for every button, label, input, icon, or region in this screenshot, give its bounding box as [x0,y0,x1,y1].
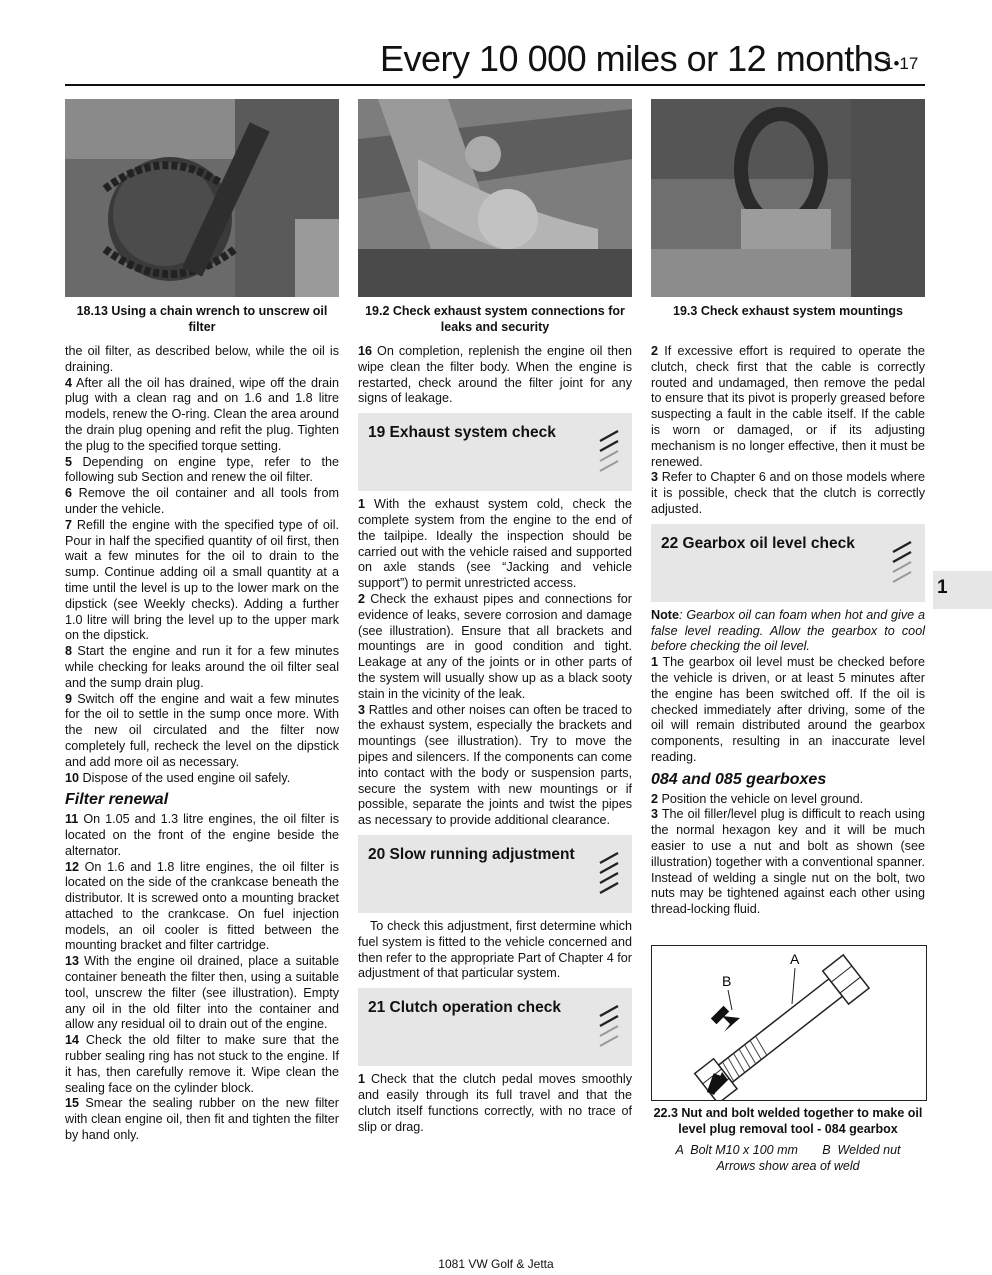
paragraph: 6 Remove the oil container and all tools from under the vehicle. [65,486,339,516]
label-b: B [722,973,732,989]
column-middle [358,344,632,1135]
paragraph: 1 Check that the clutch pedal moves smoothly and easily through its full travel and that the clutch itself functions correctly, with no trace of slip or drag. [358,1072,632,1134]
paragraph: 4 After all the oil has drained, wipe off the drain plug with a clean rag and on 1.6 and 1.8 litre models, renew the O-ring. Clean the area around the drain plug opening and refit the plug. Tighten the plug to the specified torque setting. [65,375,339,453]
paragraph: 7 Refill the engine with the specified type of oil. Pour in half the specified quantity of oil first, then wait a few minutes for the oil to drain to the sump. Continue adding oil a small quantity at a time until the level is up to the lower mark on the dipstick (see Weekly checks). Adding a further 1.0 litre will bring the level up to the upper mark on the dipstick. [65,517,339,643]
photo-exhaust-connections [358,99,632,297]
paragraph: 14 Check the old filter to make sure that the rubber sealing ring has not stuck to the engine. If it has, then carefully remove it. Wipe clean the sealing face on the cylinder block. [65,1033,339,1095]
figure-legend: A Bolt M10 x 100 mm B Welded nut Arrows show area of weld [675,1143,901,1173]
paragraph: 5 Depending on engine type, refer to the following sub Section and renew the oil filter. [65,454,339,485]
bolt-nut-diagram [652,946,926,1100]
section-title: 21 Clutch operation check [368,999,561,1017]
figure-caption: 22.3 Nut and bolt welded together to make oil level plug removal tool - 084 gearbox [653,1106,923,1136]
subheading-gearboxes: 084 and 085 gearboxes [651,770,827,788]
subheading-filter-renewal: Filter renewal [65,791,169,809]
section-box-gearbox-oil [651,524,925,602]
paragraph: 3 The oil filler/level plug is difficult to reach using the normal hexagon key and it will be much easier to use a nut and bolt as shown (see illustration) together with a conventional spanner. Instead of welding a single nut on the bolt, two nuts may be tightened against each other using thread-locking fluid. [651,807,925,917]
paragraph: 3 Refer to Chapter 6 and on those models where it is possible, check that the clutch is correctly adjusted. [651,470,925,516]
paragraph: 3 Rattles and other noises can often be traced to the exhaust system, especially the brackets and mountings (see illustration). Try to move the pipes and silencers. If the components can come into contact with the body or suspension parts, secure the system with new mountings or if possible, separate the joints and twist the pipes as necessary to provide additional clearance. [358,702,632,828]
section-title: 20 Slow running adjustment [368,845,575,863]
section-box-clutch-check [358,988,632,1066]
difficulty-wrench-icon [596,423,624,479]
column-left [65,344,339,1144]
section-box-slow-running [358,835,632,913]
paragraph: 16 On completion, replenish the engine oil then wipe clean the filter body. When the engine is restarted, check around the filter joint for any signs of leakage. [358,344,632,406]
paragraph: 2 If excessive effort is required to operate the clutch, check first that the cable is correctly routed and undamaged, then remove the pedal to ensure that its pivot is properly greased before suspecting a fault in the cable itself. If the cable is worn or damaged, or if its adjusting mechanism is no longer effective, then it must be renewed. [651,344,925,469]
photo-chain-wrench [65,99,339,297]
paragraph: 2 Position the vehicle on level ground. [651,791,864,806]
figure-bolt-nut [651,945,927,1101]
photo-exhaust-mountings [651,99,925,297]
paragraph: the oil filter, as described below, while the oil is draining. [65,344,339,374]
section-title: 22 Gearbox oil level check [661,534,855,552]
paragraph: 1 The gearbox oil level must be checked before the vehicle is driven, or at least 5 minutes after the engine has been switched off. If the oil is checked immediately after driving, some of the oil will remain distributed around the gearbox components, resulting in an inaccurate level reading. [651,655,925,764]
paragraph: 12 On 1.6 and 1.8 litre engines, the oil filter is located on the side of the crankcase beneath the distributor. It is screwed onto a mounting bracket attached to the crankcase. On fuel injection models, an oil cooler is fitted between the mounting bracket and filter cartridge. [65,859,339,953]
header-divider [65,84,925,86]
paragraph: 2 Check the exhaust pipes and connections for evidence of leaks, severe corrosion and damage (see illustration). Ensure that all brackets and mountings are in good condition and tight. Leakage at any of the joints or in other parts of the system will usually show up as a black sooty stain in the vicinity of the leak. [358,591,632,701]
photo-caption-19-3: 19.3 Check exhaust system mountings [673,304,903,318]
difficulty-wrench-icon [596,998,624,1054]
page-footer: 1081 VW Golf & Jetta [438,1257,554,1271]
difficulty-wrench-icon [596,845,624,901]
paragraph: To check this adjustment, first determine which fuel system is fitted to the vehicle concerned and then refer to the appropriate Part of Chapter 4 for adjustment of that particular system. [358,918,632,981]
paragraph: 11 On 1.05 and 1.3 litre engines, the oil filter is located on the front of the engine beside the alternator. [65,812,339,858]
page-title: Every 10 000 miles or 12 months [380,38,891,79]
paragraph: 15 Smear the sealing rubber on the new filter with clean engine oil, then fit and tighten the filter by hand only. [65,1096,339,1143]
column-right [651,344,925,918]
note: Note: Gearbox oil can foam when hot and give a false level reading. Allow the gearbox to cool before checking the oil level. [651,607,925,654]
paragraph: 9 Switch off the engine and wait a few minutes for the oil to settle in the sump once more. With the new oil circulated and the filter now completely full, recheck the level on the dipstick and add more oil as necessary. [65,691,339,769]
section-box-exhaust-check [358,413,632,491]
photo-caption-18-13: 18.13 Using a chain wrench to unscrew oil filter [76,304,328,334]
paragraph: 13 With the engine oil drained, place a suitable container beneath the filter then, using a suitable tool, unscrew the filter (see illustration). Empty any oil in the old filter into the container and allow any residual oil to drain out of the engine. [65,954,339,1032]
difficulty-wrench-icon [889,534,917,590]
photo-caption-19-2: 19.2 Check exhaust system connections for leaks and security [365,304,625,334]
label-a: A [790,951,800,967]
paragraph: 1 With the exhaust system cold, check the complete system from the engine to the end of the tailpipe. Ideally the inspection should be carried out with the vehicle raised and supported on axle stands (see “Jacking and vehicle support”) to permit unrestricted access. [358,497,632,591]
section-title: 19 Exhaust system check [368,424,556,442]
paragraph: 10 Dispose of the used engine oil safely. [65,770,291,785]
chapter-tab: 1 [933,571,992,609]
page-number: 1•17 [884,54,919,73]
paragraph: 8 Start the engine and run it for a few minutes while checking for leaks around the oil filter seal and the sump drain plug. [65,644,339,690]
